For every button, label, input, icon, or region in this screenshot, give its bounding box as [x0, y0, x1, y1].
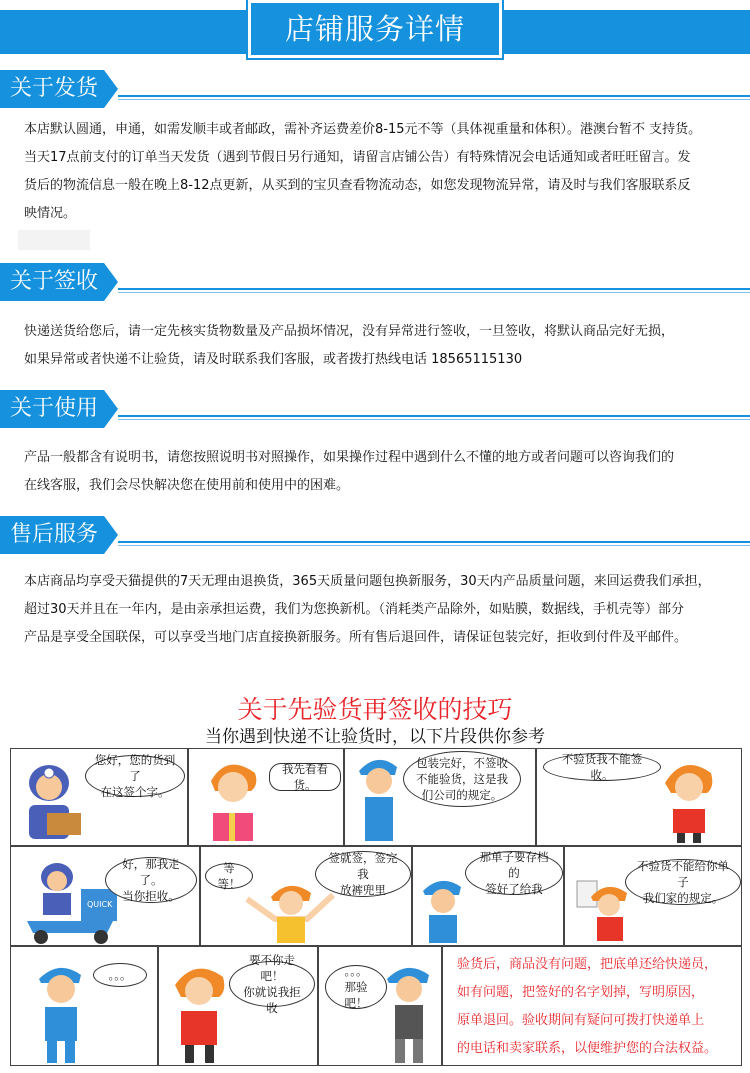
speech-bubble [465, 851, 563, 895]
comic-panel [564, 846, 742, 946]
speech-bubble [325, 965, 387, 1009]
bubble-text: 不验货不能给你单子 [637, 859, 729, 889]
bubble-text: 放裤兜里 [340, 883, 386, 897]
section-title: 关于使用 [0, 390, 104, 428]
page-title: 店铺服务详情 [284, 12, 465, 46]
section-body-shipping [24, 116, 742, 228]
comic-panel [200, 846, 412, 946]
comic-panel [10, 946, 158, 1066]
paragraph-line: 本店商品均享受天猫提供的7天无理由退换货，365天质量问题包换新服务，30天内产品质量问题，来回运费我们承担， [24, 574, 711, 589]
comic-panel [10, 748, 188, 846]
bubble-text: 好，那我走了。 [122, 857, 180, 887]
tips-subtitle: 当你遇到快递不让验货时，以下片段供你参考 [205, 727, 545, 747]
comic-panel [344, 748, 536, 846]
bubble-text: 那验吧！ [344, 980, 368, 1010]
paragraph-line: 在线客服，我们会尽快解决您在使用前和使用中的困难。 [24, 478, 350, 493]
box-label: QUICK [87, 900, 113, 909]
paragraph-line: 如果异常或者快递不让验货，请及时联系我们客服，或者拨打热线电话 18565115130 [24, 352, 523, 367]
bubble-text: 们公司的规定。 [421, 788, 503, 802]
bubble-text: 你就说我拒收 [243, 985, 301, 1015]
bubble-text: 要不你走吧！ [249, 953, 295, 983]
speech-bubble [105, 857, 197, 903]
bubble-text: 那单子要存档的 [479, 850, 549, 880]
bubble-text: 我先看看货。 [282, 762, 328, 792]
section-title: 关于签收 [0, 263, 104, 301]
advice-line: 验货后，商品没有问题，把底单还给快递员， [457, 957, 718, 972]
divider [118, 415, 750, 417]
divider [118, 292, 750, 293]
section-header-aftersales [0, 516, 750, 556]
courier-figure [383, 961, 439, 1065]
bubble-text: 等等！ [217, 861, 241, 891]
bubble-text: 签就签，签完我 [328, 851, 398, 881]
divider [118, 95, 750, 97]
comic-panel [536, 748, 742, 846]
bubble-text: 我们家的规定。 [642, 891, 724, 905]
comic-panel [442, 946, 742, 1066]
paragraph-line: 产品是享受全国联保，可以享受当地门店直接换新服务。所有售后退回件，请保证包装完好，拒收到付件及平邮件。 [24, 630, 688, 645]
paragraph-line: 快递送货给您后，请一定先核实货物数量及产品损坏情况，没有异常进行签收，一旦签收，将默认商品完好无损， [24, 324, 675, 339]
courier-figure [351, 753, 407, 845]
tips-title: 关于先验货再签收的技巧 [237, 695, 513, 724]
divider [118, 541, 750, 543]
paragraph-line: 超过30天并且在一年内，是由亲承担运费，我们为您换新机。（消耗类产品除外，如贴膜，数据线，手机壳等）部分 [24, 602, 685, 617]
paragraph-line: 本店默认圆通，申通，如需发顺丰或者邮政，需补齐运费差价8-15元不等（具体视重量和体积）。港澳台暂不 支持货。 [24, 122, 702, 137]
section-body-receipt [24, 318, 742, 374]
bubble-text: 在这签个字。 [100, 785, 170, 799]
speech-bubble [229, 953, 315, 1015]
section-body-aftersales [24, 568, 742, 652]
section-header-shipping [0, 70, 750, 110]
bubble-text: 。。。 [108, 968, 132, 982]
divider [118, 419, 750, 420]
comic-panel [318, 946, 442, 1066]
advice-line: 的电话和卖家联系，以便维护您的合法权益。 [457, 1041, 718, 1056]
advice-text [457, 951, 741, 1063]
divider [118, 99, 750, 100]
bubble-text: 。。。 [344, 964, 368, 978]
comic-strip [10, 748, 742, 1066]
comic-panel [158, 946, 318, 1066]
courier-figure [33, 961, 93, 1065]
comic-panel [10, 846, 200, 946]
section-header-usage [0, 390, 750, 430]
speech-bubble [403, 751, 521, 807]
bubble-text: 您好，您的货到了 [94, 753, 176, 783]
divider [118, 545, 750, 546]
speech-bubble [269, 763, 341, 791]
bubble-text: 不能验货，这是我 [416, 772, 508, 786]
bubble-text: 签好了给我 [485, 882, 543, 896]
comic-panel [188, 748, 344, 846]
paragraph-line: 产品一般都含有说明书，请您按照说明书对照操作，如果操作过程中遇到什么不懂的地方或者问题可以咨询我们的 [24, 450, 675, 465]
courier-figure [17, 757, 87, 845]
paragraph-line: 货后的物流信息一般在晚上8-12点更新，从买到的宝贝查看物流动态，如您发现物流异常，请及时与我们客服联系反 [24, 178, 691, 193]
faint-placeholder [18, 230, 90, 250]
girl-figure [659, 755, 719, 845]
bubble-text: 包装完好，不签收 [416, 756, 508, 770]
section-body-usage [24, 444, 742, 500]
section-title: 售后服务 [0, 516, 104, 554]
bubble-text: 当你拒收。 [122, 889, 180, 903]
courier-figure [417, 875, 473, 945]
divider [118, 288, 750, 290]
paragraph-line: 当天17点前支付的订单当天发货（遇到节假日另行通知，请留言店铺公告）有特殊情况会电话通知或者旺旺留言。发 [24, 150, 691, 165]
bubble-text: 不验货我不能签收。 [561, 752, 643, 782]
girl-figure [197, 755, 269, 845]
girl-figure [237, 879, 337, 945]
top-banner [0, 0, 750, 58]
paragraph-line: 映情况。 [24, 206, 77, 221]
speech-bubble [315, 851, 411, 897]
section-title: 关于发货 [0, 70, 104, 108]
speech-bubble [93, 963, 147, 987]
speech-bubble [85, 755, 185, 797]
speech-bubble [543, 753, 661, 781]
section-header-receipt [0, 263, 750, 303]
advice-line: 如有问题，把签好的名字划掉，写明原因， [457, 985, 705, 1000]
comic-panel [412, 846, 564, 946]
speech-bubble [625, 859, 741, 905]
girl-figure [167, 961, 231, 1065]
advice-line: 原单退回。验收期间有疑问可拨打快递单上 [457, 1013, 705, 1028]
